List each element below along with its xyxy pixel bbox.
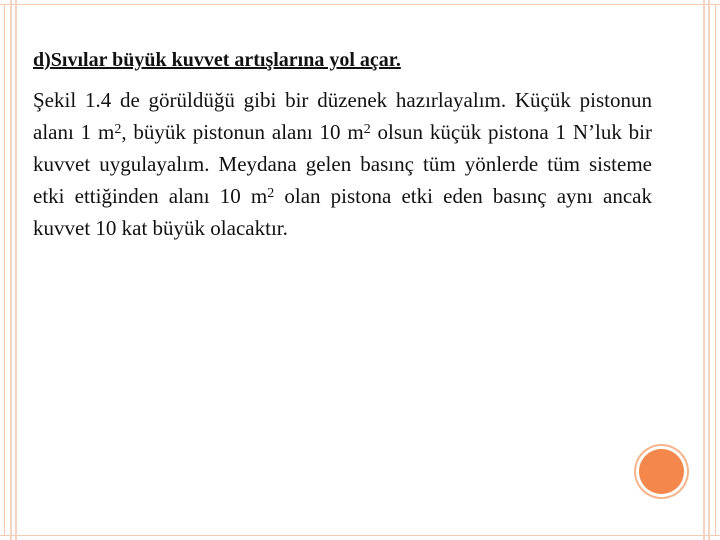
right-border-line-inner [703,0,705,540]
paragraph-text-2: , büyük pistonun alanı 10 m [121,120,364,144]
decorative-circle [639,449,684,494]
top-border-line [0,4,720,5]
slide-paragraph [33,84,652,244]
bottom-border-line [0,535,720,536]
left-border-line-inner [15,0,17,540]
left-border-line-outer [10,0,12,540]
paragraph-text-4: olan pistona etki eden basınç aynı ancak kuvvet 10 kat büyük olacaktır. [33,184,652,240]
paragraph-text-3: olsun küçük pistona 1 N’luk bir kuvvet uygulayalım. Meydana gelen basınç tüm yönlerde tüm sisteme etki ettiğinden alanı 10 m [33,120,652,208]
slide-heading: d)Sıvılar büyük kuvvet artışlarına yol açar. [33,49,401,71]
paragraph-text-1: Şekil 1.4 de görüldüğü gibi bir düzenek hazırlayalım. Küçük pistonun alanı 1 m [33,88,652,144]
superscript-1: 2 [114,122,122,137]
slide-content [33,46,652,244]
superscript-2: 2 [363,122,371,137]
superscript-3: 2 [267,186,275,201]
right-border-line-outer [708,0,710,540]
